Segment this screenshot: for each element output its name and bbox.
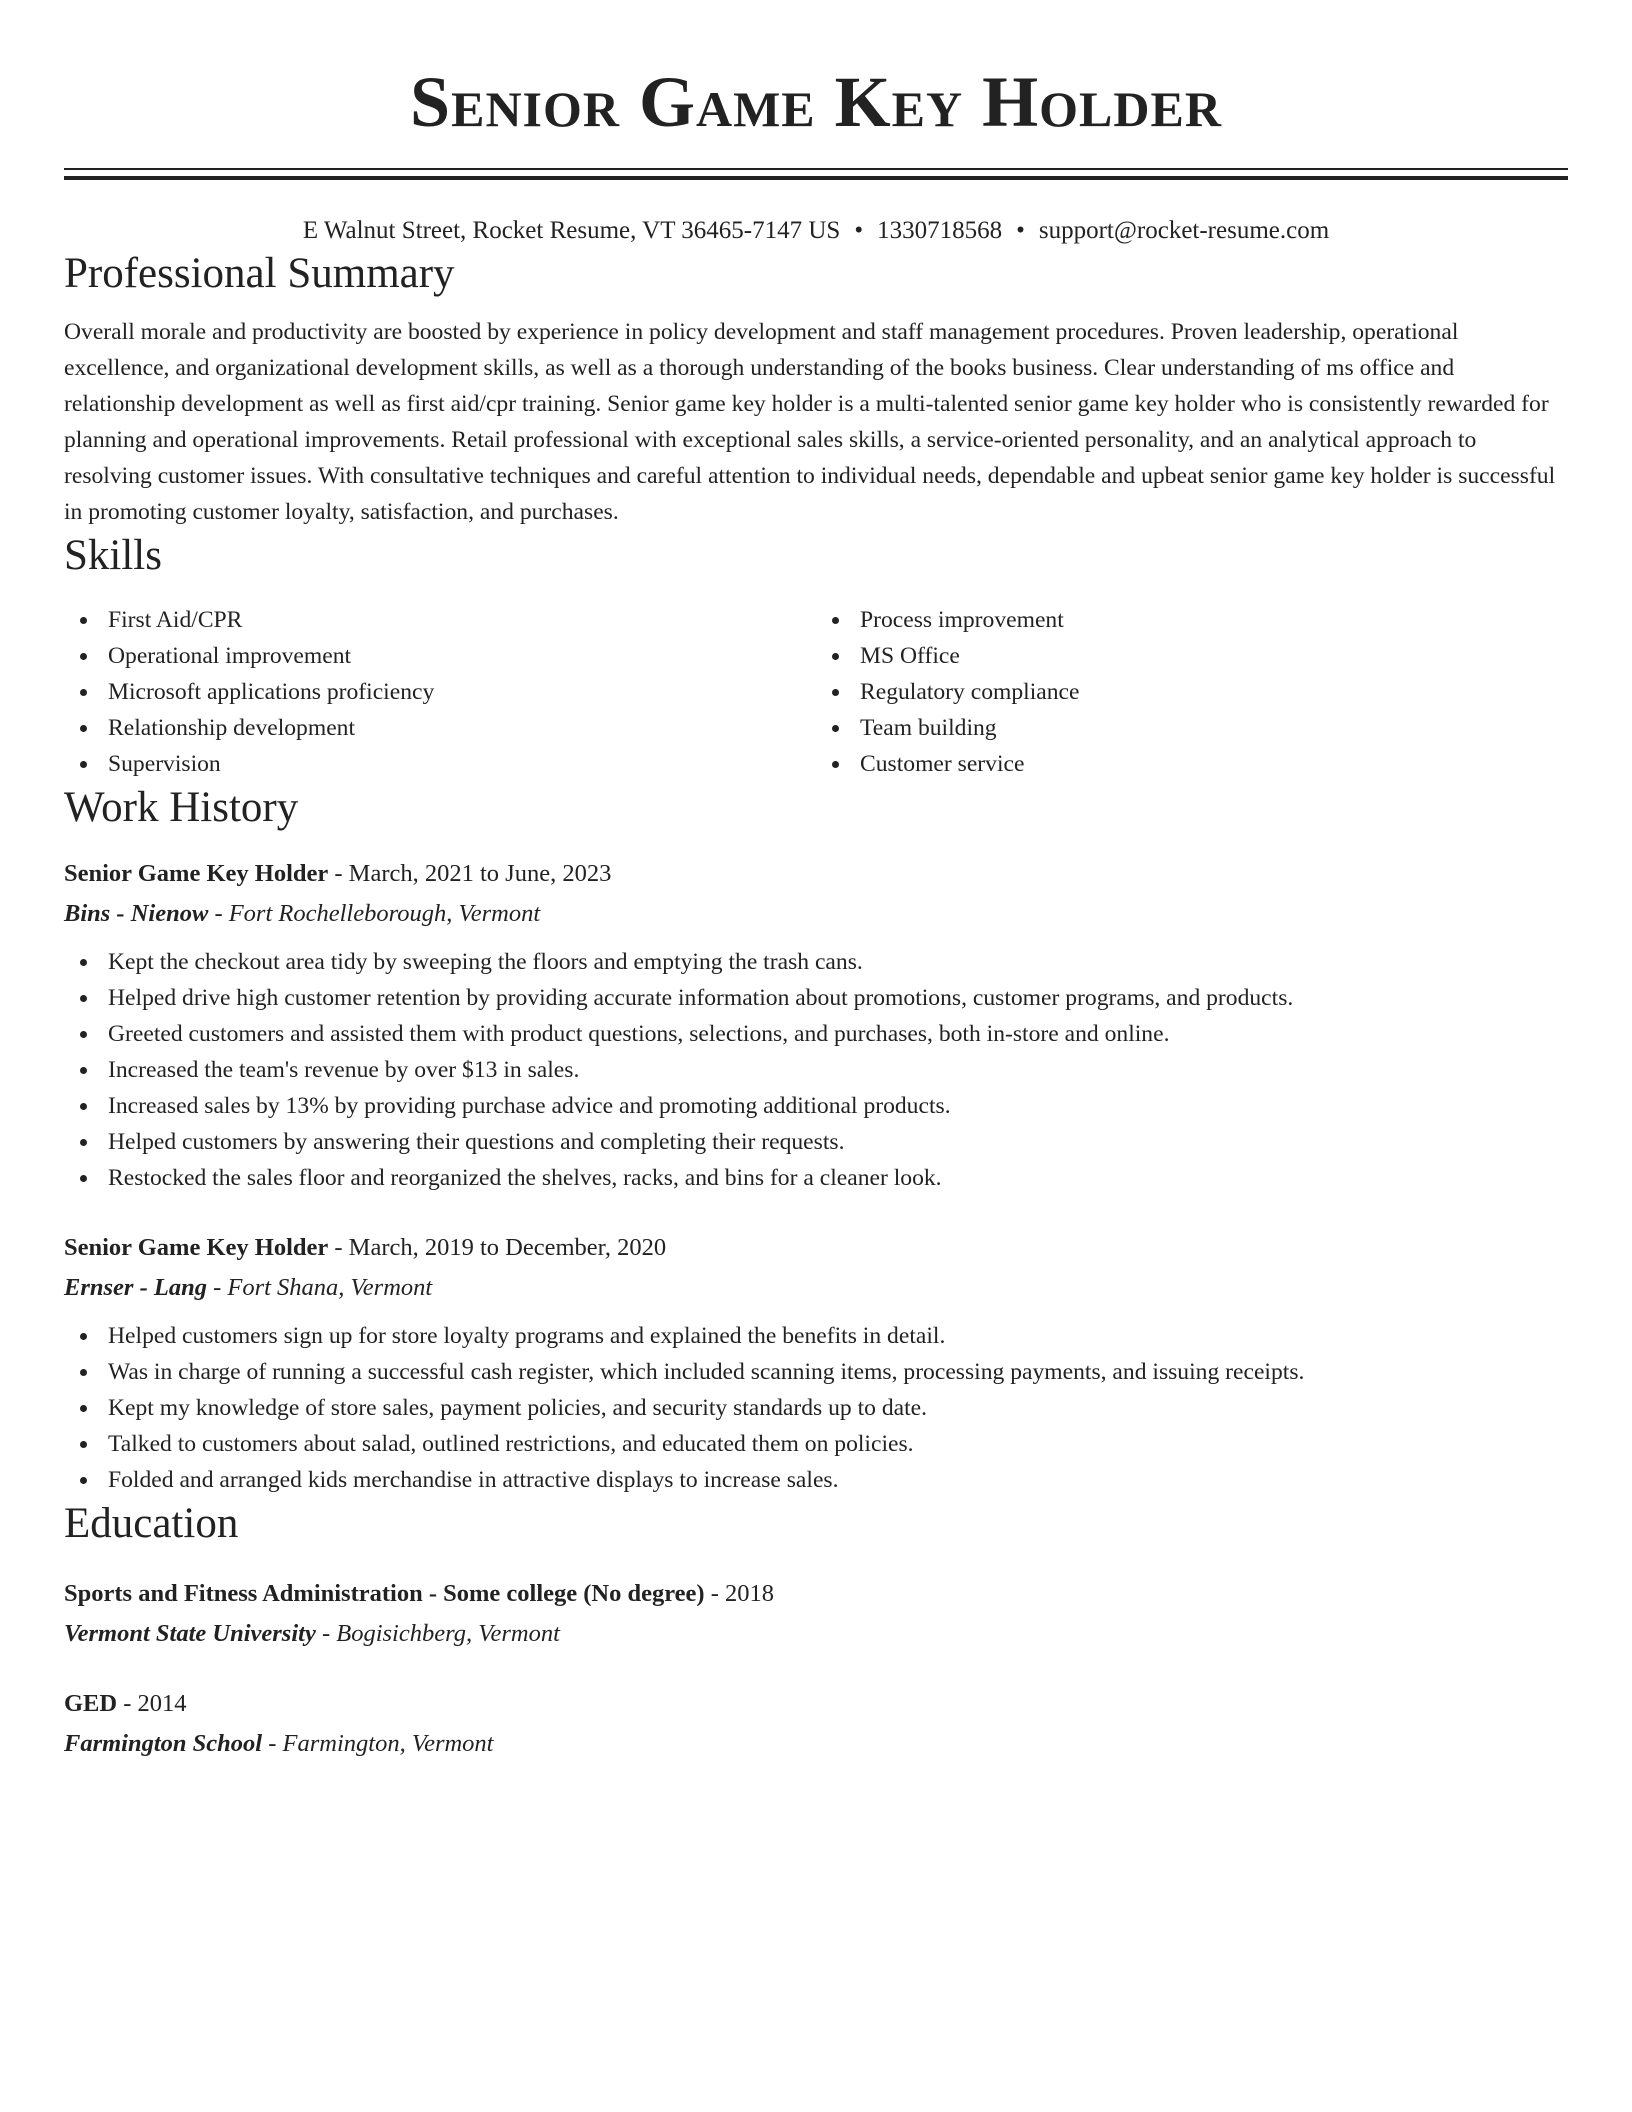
education-year: - 2014 [117,1690,187,1717]
job-dates: - March, 2021 to June, 2023 [328,860,612,887]
skills-list-left [64,602,816,782]
job-company: Bins - Nienow [64,900,209,927]
education-degree-line [64,1574,1568,1614]
header-rule-thin [64,168,1568,170]
skill-item: Team building [816,710,1568,746]
contact-address: E Walnut Street, Rocket Resume, VT 36465-7147 US [302,217,841,244]
job-entry [64,854,1568,1196]
summary-text: Overall morale and productivity are boosted by experience in policy development and staff management procedures. Proven leadership, operational excellence, and organizational development skills, as well as a thorough understanding of the books business. Clear understanding of ms office and relationship development as well as first aid/cpr training. Senior game key holder is a multi-talented senior game key holder who is consistently rewarded for planning and operational improvements. Retail professional with exceptional sales skills, a service-oriented personality, and an analytical approach to resolving customer issues. With consultative techniques and careful attention to individual needs, dependable and upbeat senior game key holder is successful in promoting customer loyalty, satisfaction, and purchases. [64,319,1556,525]
skill-item: Process improvement [816,602,1568,638]
job-duty-item: Kept my knowledge of store sales, payment policies, and security standards up to date. [64,1390,1568,1426]
job-header [64,1228,1568,1268]
education-school: Vermont State University [64,1620,316,1647]
skill-item: MS Office [816,638,1568,674]
job-duty-item: Increased the team's revenue by over $13 in sales. [64,1052,1568,1088]
job-entry [64,1228,1568,1498]
education-location: - Bogisichberg, Vermont [315,1620,560,1647]
job-header [64,854,1568,894]
contact-phone: 1330718568 [877,217,1003,244]
job-title: Senior Game Key Holder [64,1234,329,1261]
contact-separator: • [854,217,864,244]
job-duty-item: Talked to customers about salad, outlined restrictions, and educated them on policies. [64,1426,1568,1462]
skills-section [64,530,1568,782]
education-entry [64,1574,1568,1654]
job-company: Ernser - Lang [64,1274,207,1301]
education-heading: Education [64,1500,239,1547]
job-duty-item: Helped drive high customer retention by providing accurate information about promotions, customer programs, and products. [64,980,1568,1016]
education-school-line [64,1614,1568,1654]
skills-list-right [816,602,1568,782]
skill-item: Customer service [816,746,1568,782]
job-title: Senior Game Key Holder [64,860,329,887]
education-location: - Farmington, Vermont [262,1730,494,1757]
job-location: - Fort Rochelleborough, Vermont [208,900,541,927]
contact-separator: • [1016,217,1025,244]
work-history-section [64,782,1568,1498]
education-school-line [64,1724,1568,1764]
skills-heading: Skills [64,532,162,579]
skill-item: Microsoft applications proficiency [64,674,816,710]
job-duty-item: Increased sales by 13% by providing purchase advice and promoting additional products. [64,1088,1568,1124]
job-duty-item: Was in charge of running a successful cash register, which included scanning items, processing payments, and issuing receipts. [64,1354,1568,1390]
skill-item: Supervision [64,746,816,782]
skills-grid [64,602,1568,782]
skills-column-left [64,602,816,782]
contact-line [64,214,1568,248]
education-school: Farmington School [64,1730,263,1757]
job-duty-item: Greeted customers and assisted them with product questions, selections, and purchases, both in-store and online. [64,1016,1568,1052]
skill-item: Regulatory compliance [816,674,1568,710]
job-duties-list [64,1318,1568,1498]
education-year: - 2018 [704,1580,775,1607]
skill-item: First Aid/CPR [64,602,816,638]
job-location: - Fort Shana, Vermont [206,1274,433,1301]
contact-email: support@rocket-resume.com [1038,217,1330,244]
job-duties-list [64,944,1568,1196]
job-employer [64,894,1568,934]
job-duty-item: Restocked the sales floor and reorganized the shelves, racks, and bins for a cleaner look. [64,1160,1568,1196]
skill-item: Operational improvement [64,638,816,674]
summary-section [64,248,1568,530]
summary-heading: Professional Summary [64,250,455,297]
job-duty-item: Helped customers by answering their questions and completing their requests. [64,1124,1568,1160]
education-section [64,1498,1568,1764]
education-degree-line [64,1684,1568,1724]
education-degree: Sports and Fitness Administration - Some college (No degree) [64,1580,705,1607]
job-duty-item: Kept the checkout area tidy by sweeping the floors and emptying the trash cans. [64,944,1568,980]
job-duty-item: Folded and arranged kids merchandise in attractive displays to increase sales. [64,1462,1568,1498]
job-employer [64,1268,1568,1308]
header-rule-thick [64,176,1568,180]
job-dates: - March, 2019 to December, 2020 [328,1234,667,1261]
work-history-heading: Work History [64,784,299,831]
resume-name: Senior Game Key Holder [410,62,1222,142]
education-degree: GED [64,1690,118,1717]
job-duty-item: Helped customers sign up for store loyalty programs and explained the benefits in detail. [64,1318,1568,1354]
skill-item: Relationship development [64,710,816,746]
skills-column-right [816,602,1568,782]
education-entry [64,1684,1568,1764]
